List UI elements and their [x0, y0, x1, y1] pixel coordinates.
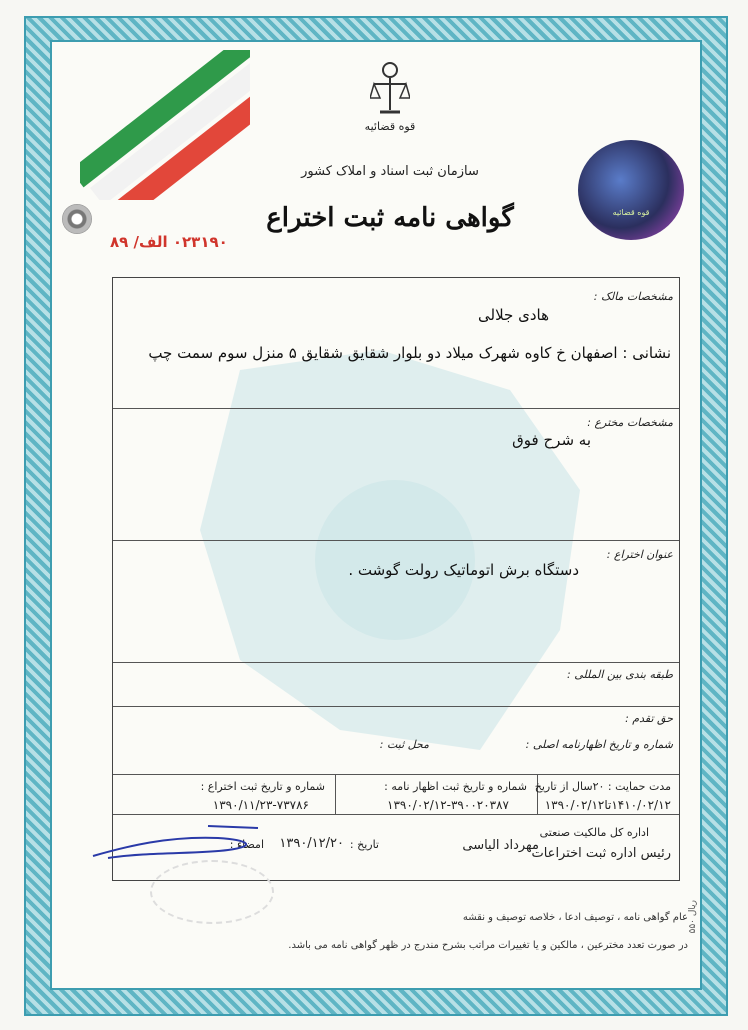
note-1: عام گواهی نامه ، توصیف ادعا ، خلاصه توصیف و نقشه — [462, 912, 688, 923]
priority-label: حق تقدم : — [625, 712, 673, 725]
date-label: تاریخ : — [349, 838, 379, 851]
handwritten-signature — [88, 816, 288, 866]
declaration-label: شماره و تاریخ ثبت اظهار نامه : — [384, 780, 527, 793]
certificate-title: گواهی نامه ثبت اختراع — [266, 203, 514, 233]
registration-place-label: محل ثبت : — [379, 738, 429, 751]
registration-value: ۱۳۹۰/۱۱/۲۳-۷۳۷۸۶ — [212, 798, 309, 812]
invention-title: دستگاه برش اتوماتیک رولت گوشت . — [348, 561, 579, 579]
signature-label: امضاء : — [229, 838, 264, 851]
grommet-icon — [62, 204, 92, 234]
inventor-value: به شرح فوق — [512, 431, 591, 449]
iran-flag-icon — [80, 50, 250, 200]
side-code: ریال ۵۵۰ — [688, 900, 698, 934]
serial-number: ۰۲۳۱۹۰ الف/ ۸۹ — [110, 233, 228, 251]
office-line2: رئیس اداره ثبت اختراعات — [531, 846, 671, 861]
date-value: ۱۳۹۰/۱۲/۲۰ — [279, 836, 344, 851]
protection-value: ۱۴۱۰/۰۲/۱۲تا۱۳۹۰/۰۲/۱۲ — [544, 798, 671, 812]
original-declaration-label: شماره و تاریخ اظهارنامه اصلی : — [525, 738, 673, 751]
organization-label: سازمان ثبت اسناد و املاک کشور — [301, 164, 479, 179]
embossed-seal — [150, 860, 274, 924]
office-line1: اداره کل مالکیت صنعتی — [539, 826, 649, 839]
judiciary-label: قوه قضائیه — [364, 120, 416, 133]
inventor-label: مشخصات مخترع : — [587, 416, 673, 429]
invention-label: عنوان اختراع : — [606, 548, 673, 561]
owner-name: هادی جلالی — [478, 306, 549, 324]
owner-address: نشانی : اصفهان خ کاوه شهرک میلاد دو بلوار شقایق شقایق ۵ منزل سوم سمت چپ — [148, 344, 671, 362]
hologram-text: قوه قضائیه — [612, 208, 650, 217]
classification-label: طبقه بندی بین المللی : — [567, 668, 673, 681]
details-table — [112, 277, 680, 881]
hologram-seal-icon — [578, 140, 684, 240]
protection-label: مدت حمایت : ۲۰سال از تاریخ — [534, 780, 671, 793]
official-name: مهرداد الیاسی — [462, 838, 539, 853]
note-2: در صورت تعدد مخترعین ، مالکین و یا تغییرات مراتب بشرح مندرج در ظهر گواهی نامه می باشد. — [288, 940, 688, 951]
registration-label: شماره و تاریخ ثبت اختراع : — [200, 780, 325, 793]
scales-emblem-icon — [370, 60, 410, 116]
declaration-value: ۱۳۹۰/۰۲/۱۲-۳۹۰۰۲۰۳۸۷ — [387, 798, 509, 812]
owner-label: مشخصات مالک : — [593, 290, 673, 303]
